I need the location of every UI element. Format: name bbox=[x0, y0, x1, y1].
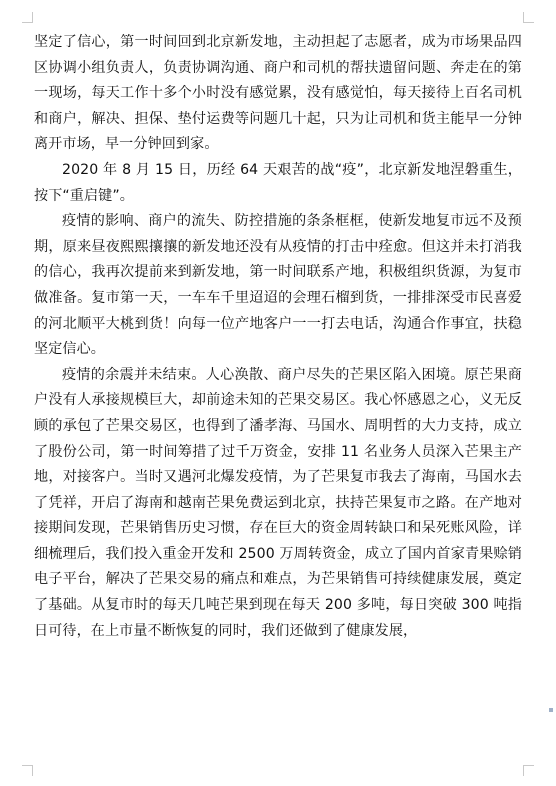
paragraph-market-recovery: 疫情的影响、商户的流失、防控措施的条条框框，使新发地复市远不及预期，原来昼夜熙熙攘攘的新发地还没有从疫情的打击中痊愈。但这并未打消我的信心，我再次提前来到新发地，第一时间联系产地，积极组织货源，为复市做准备。复市第一天，一车车千里迢迢的会理石榴到货，一排排深受市民喜爱的河北顺平大桃到货！向每一位产地客户一一打去电话，沟通合作事宜，扶稳坚定信心。 bbox=[34, 213, 522, 358]
edge-marker bbox=[549, 708, 553, 712]
crop-mark-bottom-left bbox=[22, 765, 33, 776]
paragraph-mango-trading: 疫情的余震并未结束。人心涣散、商户尽失的芒果区陷入困境。原芒果商户没有人承接规模巨大，却前途未知的芒果交易区。我心怀感恩之心，义无反顾的承包了芒果交易区，也得到了潘孝海、马国水、周明哲的大力支持，成立了股份公司，第一时间筹措了过千万资金，安排 11 名业务人员深入芒果主产地，对接客户。当时又遇河北爆发疫情，为了芒果复市我去了海南，马国水去了凭祥，开启了海南和越南芒果免费运到北京，扶持芒果复市之路。在产地对接期间发现，芒果销售历史习惯，存在巨大的资金周转缺口和呆死账风险，详细梳理后，我们投入重金开发和 2500 万周转资金，成立了国内首家青果赊销电子平台，解决了芒果交易的痛点和难点，为芒果销售可持续健康发展，奠定了基础。从复市时的每天几吨芒果到现在每天 200 多吨，每日突破 300 吨指日可待，在上市量不断恢复的同时，我们还做到了健康发展， bbox=[34, 366, 522, 639]
crop-mark-top-right bbox=[523, 12, 534, 23]
crop-mark-bottom-right bbox=[523, 765, 534, 776]
paragraph-restart-date: 2020 年 8 月 15 日，历经 64 天艰苦的战“疫”，北京新发地涅磐重生，按下“重启键”。 bbox=[34, 161, 522, 204]
crop-mark-top-left bbox=[22, 12, 33, 23]
document-body bbox=[34, 30, 522, 644]
paragraph-volunteer-work: 坚定了信心，第一时间回到北京新发地，主动担起了志愿者，成为市场果品四区协调小组负责人，负责协调沟通、商户和司机的帮扶遗留问题、奔走在的第一现场，每天工作十多个小时没有感觉累，没有感觉怕，每天接待上百名司机和商户，解决、担保、垫付运费等问题几十起，只为让司机和货主能早一分钟离开市场，早一分钟回到家。 bbox=[34, 34, 522, 153]
